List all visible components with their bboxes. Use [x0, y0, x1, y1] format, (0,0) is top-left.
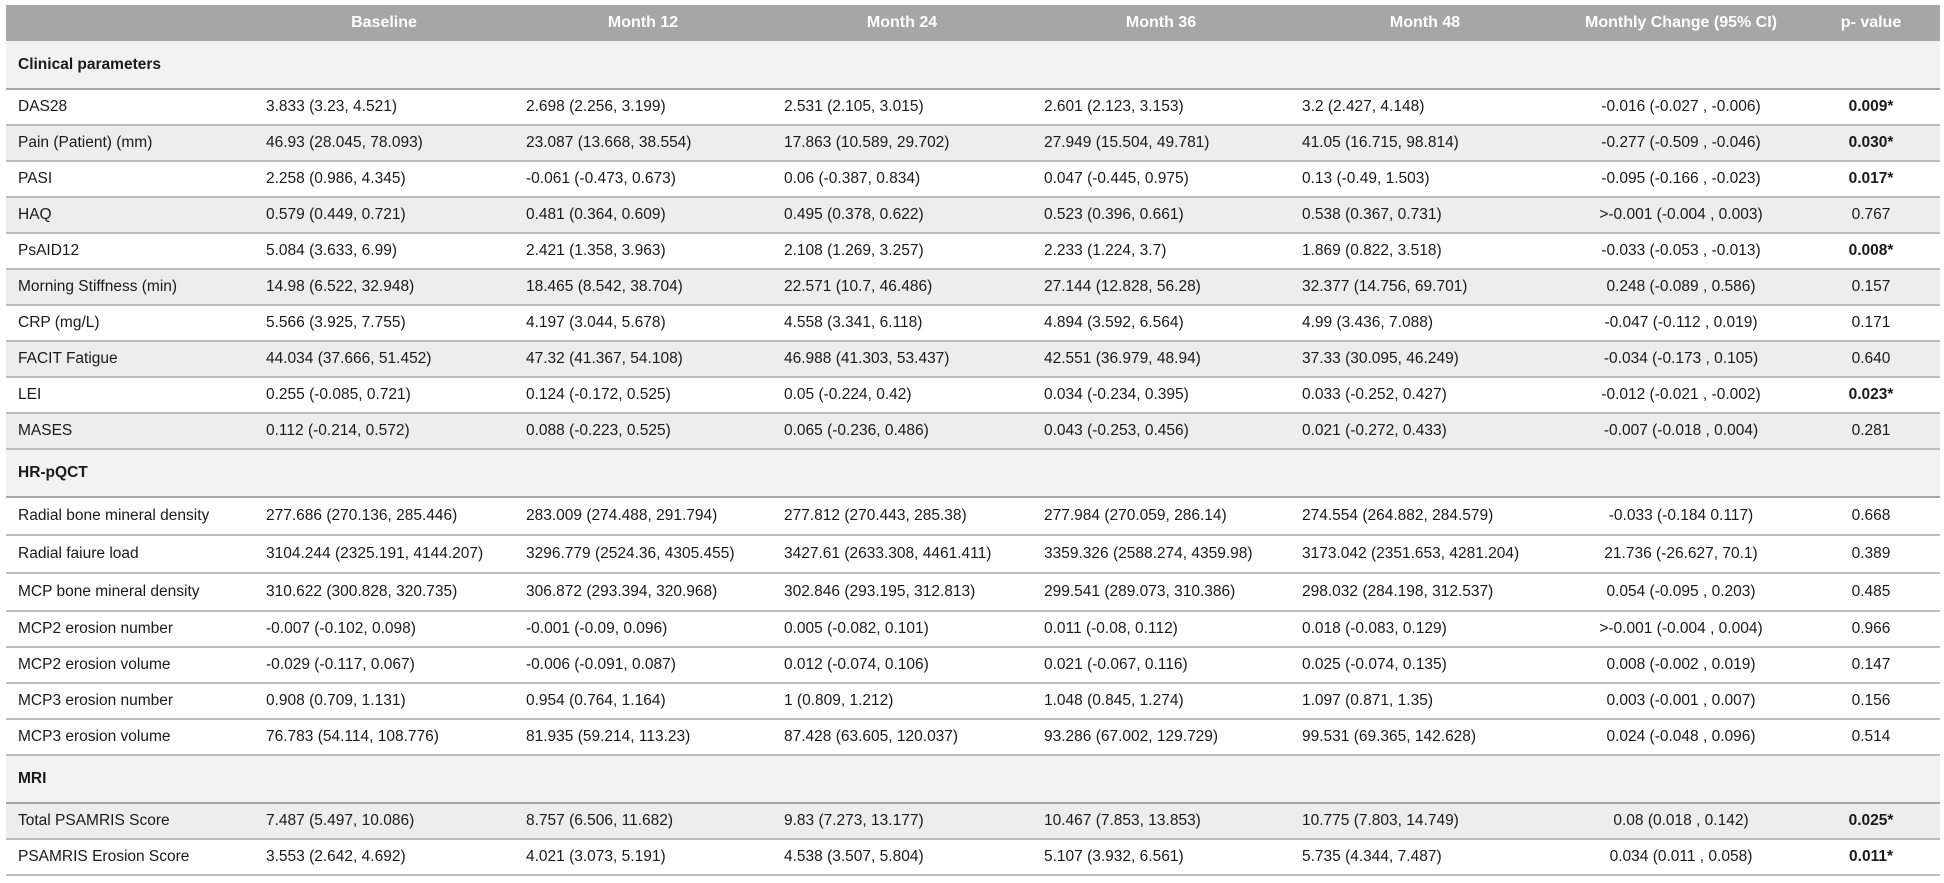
parameter-name-cell: MCP3 erosion number: [6, 683, 254, 719]
baseline-cell: 5.084 (3.633, 6.99): [254, 233, 514, 269]
month-12-cell: 81.935 (59.214, 113.23): [514, 719, 772, 755]
baseline-cell: 3.833 (3.23, 4.521): [254, 89, 514, 125]
table-row: [6, 803, 1940, 839]
month-24-cell: 0.06 (-0.387, 0.834): [772, 161, 1032, 197]
parameter-name-cell: MCP2 erosion number: [6, 611, 254, 647]
month-48-cell: 0.025 (-0.074, 0.135): [1290, 647, 1560, 683]
month-36-cell: 3359.326 (2588.274, 4359.98): [1032, 535, 1290, 573]
month-48-cell: 4.99 (3.436, 7.088): [1290, 305, 1560, 341]
month-12-cell: 0.481 (0.364, 0.609): [514, 197, 772, 233]
parameter-name-cell: HAQ: [6, 197, 254, 233]
table-row: [6, 89, 1940, 125]
month-48-cell: 41.05 (16.715, 98.814): [1290, 125, 1560, 161]
month-12-cell: 18.465 (8.542, 38.704): [514, 269, 772, 305]
table-row: [6, 413, 1940, 449]
section-header-row: [6, 449, 1940, 497]
monthly-change-cell: -0.047 (-0.112 , 0.019): [1560, 305, 1802, 341]
p-value-cell: 0.767: [1802, 197, 1940, 233]
table-row: [6, 377, 1940, 413]
parameter-name-cell: PASI: [6, 161, 254, 197]
baseline-cell: 310.622 (300.828, 320.735): [254, 573, 514, 611]
month-12-cell: 47.32 (41.367, 54.108): [514, 341, 772, 377]
monthly-change-cell: -0.012 (-0.021 , -0.002): [1560, 377, 1802, 413]
month-36-cell: 299.541 (289.073, 310.386): [1032, 573, 1290, 611]
baseline-cell: 46.93 (28.045, 78.093): [254, 125, 514, 161]
baseline-cell: -0.007 (-0.102, 0.098): [254, 611, 514, 647]
monthly-change-cell: -0.016 (-0.027 , -0.006): [1560, 89, 1802, 125]
month-12-cell: 306.872 (293.394, 320.968): [514, 573, 772, 611]
baseline-cell: 44.034 (37.666, 51.452): [254, 341, 514, 377]
month-24-cell: 4.558 (3.341, 6.118): [772, 305, 1032, 341]
header-cell-month-36: Month 36: [1032, 5, 1290, 41]
header-cell-month-48: Month 48: [1290, 5, 1560, 41]
baseline-cell: 0.255 (-0.085, 0.721): [254, 377, 514, 413]
month-48-cell: 37.33 (30.095, 46.249): [1290, 341, 1560, 377]
header-cell-month-24: Month 24: [772, 5, 1032, 41]
parameter-name-cell: Pain (Patient) (mm): [6, 125, 254, 161]
p-value-cell: 0.389: [1802, 535, 1940, 573]
parameter-name-cell: PsAID12: [6, 233, 254, 269]
baseline-cell: 2.258 (0.986, 4.345): [254, 161, 514, 197]
month-12-cell: 3296.779 (2524.36, 4305.455): [514, 535, 772, 573]
monthly-change-cell: 0.003 (-0.001 , 0.007): [1560, 683, 1802, 719]
p-value-cell: 0.156: [1802, 683, 1940, 719]
month-36-cell: 0.021 (-0.067, 0.116): [1032, 647, 1290, 683]
month-24-cell: 0.005 (-0.082, 0.101): [772, 611, 1032, 647]
p-value-cell: 0.017*: [1802, 161, 1940, 197]
parameter-name-cell: Morning Stiffness (min): [6, 269, 254, 305]
parameter-name-cell: MCP bone mineral density: [6, 573, 254, 611]
month-36-cell: 2.601 (2.123, 3.153): [1032, 89, 1290, 125]
p-value-cell: 0.281: [1802, 413, 1940, 449]
month-48-cell: 3173.042 (2351.653, 4281.204): [1290, 535, 1560, 573]
month-24-cell: 17.863 (10.589, 29.702): [772, 125, 1032, 161]
month-24-cell: 9.83 (7.273, 13.177): [772, 803, 1032, 839]
p-value-cell: 0.025*: [1802, 803, 1940, 839]
month-24-cell: 1 (0.809, 1.212): [772, 683, 1032, 719]
table-row: [6, 535, 1940, 573]
parameter-name-cell: DAS28: [6, 89, 254, 125]
monthly-change-cell: -0.095 (-0.166 , -0.023): [1560, 161, 1802, 197]
parameter-name-cell: Radial faiure load: [6, 535, 254, 573]
month-24-cell: 87.428 (63.605, 120.037): [772, 719, 1032, 755]
monthly-change-cell: 0.248 (-0.089 , 0.586): [1560, 269, 1802, 305]
header-cell-baseline: Baseline: [254, 5, 514, 41]
table-row: [6, 305, 1940, 341]
month-48-cell: 0.033 (-0.252, 0.427): [1290, 377, 1560, 413]
parameter-name-cell: LEI: [6, 377, 254, 413]
month-36-cell: 27.144 (12.828, 56.28): [1032, 269, 1290, 305]
p-value-cell: 0.008*: [1802, 233, 1940, 269]
month-24-cell: 302.846 (293.195, 312.813): [772, 573, 1032, 611]
table-row: [6, 341, 1940, 377]
p-value-cell: 0.023*: [1802, 377, 1940, 413]
parameter-name-cell: Total PSAMRIS Score: [6, 803, 254, 839]
month-48-cell: 10.775 (7.803, 14.749): [1290, 803, 1560, 839]
month-36-cell: 93.286 (67.002, 129.729): [1032, 719, 1290, 755]
month-24-cell: 46.988 (41.303, 53.437): [772, 341, 1032, 377]
table-row: [6, 161, 1940, 197]
monthly-change-cell: >-0.001 (-0.004 , 0.004): [1560, 611, 1802, 647]
table-row: [6, 233, 1940, 269]
month-12-cell: 4.021 (3.073, 5.191): [514, 839, 772, 875]
monthly-change-cell: 0.008 (-0.002 , 0.019): [1560, 647, 1802, 683]
month-36-cell: 277.984 (270.059, 286.14): [1032, 497, 1290, 535]
month-36-cell: 27.949 (15.504, 49.781): [1032, 125, 1290, 161]
parameter-name-cell: MCP3 erosion volume: [6, 719, 254, 755]
baseline-cell: 0.579 (0.449, 0.721): [254, 197, 514, 233]
month-24-cell: 0.495 (0.378, 0.622): [772, 197, 1032, 233]
monthly-change-cell: -0.007 (-0.018 , 0.004): [1560, 413, 1802, 449]
p-value-cell: 0.171: [1802, 305, 1940, 341]
month-24-cell: 277.812 (270.443, 285.38): [772, 497, 1032, 535]
p-value-cell: 0.157: [1802, 269, 1940, 305]
p-value-cell: 0.640: [1802, 341, 1940, 377]
table-row: [6, 197, 1940, 233]
monthly-change-cell: >-0.001 (-0.004 , 0.003): [1560, 197, 1802, 233]
monthly-change-cell: -0.277 (-0.509 , -0.046): [1560, 125, 1802, 161]
p-value-cell: 0.485: [1802, 573, 1940, 611]
month-48-cell: 0.13 (-0.49, 1.503): [1290, 161, 1560, 197]
baseline-cell: 0.908 (0.709, 1.131): [254, 683, 514, 719]
month-24-cell: 4.538 (3.507, 5.804): [772, 839, 1032, 875]
parameter-name-cell: Radial bone mineral density: [6, 497, 254, 535]
monthly-change-cell: 0.024 (-0.048 , 0.096): [1560, 719, 1802, 755]
month-12-cell: 2.421 (1.358, 3.963): [514, 233, 772, 269]
month-36-cell: 0.011 (-0.08, 0.112): [1032, 611, 1290, 647]
month-36-cell: 4.894 (3.592, 6.564): [1032, 305, 1290, 341]
month-36-cell: 10.467 (7.853, 13.853): [1032, 803, 1290, 839]
month-48-cell: 32.377 (14.756, 69.701): [1290, 269, 1560, 305]
table-row: [6, 573, 1940, 611]
month-24-cell: 2.531 (2.105, 3.015): [772, 89, 1032, 125]
baseline-cell: 76.783 (54.114, 108.776): [254, 719, 514, 755]
baseline-cell: 3.553 (2.642, 4.692): [254, 839, 514, 875]
month-12-cell: 23.087 (13.668, 38.554): [514, 125, 772, 161]
month-48-cell: 0.538 (0.367, 0.731): [1290, 197, 1560, 233]
header-cell-month-12: Month 12: [514, 5, 772, 41]
table-row: [6, 497, 1940, 535]
table-row: [6, 683, 1940, 719]
parameter-name-cell: CRP (mg/L): [6, 305, 254, 341]
month-36-cell: 1.048 (0.845, 1.274): [1032, 683, 1290, 719]
table-row: [6, 125, 1940, 161]
month-24-cell: 0.05 (-0.224, 0.42): [772, 377, 1032, 413]
month-12-cell: 0.954 (0.764, 1.164): [514, 683, 772, 719]
month-48-cell: 5.735 (4.344, 7.487): [1290, 839, 1560, 875]
month-12-cell: -0.006 (-0.091, 0.087): [514, 647, 772, 683]
month-12-cell: 0.088 (-0.223, 0.525): [514, 413, 772, 449]
table-row: [6, 611, 1940, 647]
baseline-cell: 0.112 (-0.214, 0.572): [254, 413, 514, 449]
monthly-change-cell: -0.033 (-0.184 0.117): [1560, 497, 1802, 535]
baseline-cell: 5.566 (3.925, 7.755): [254, 305, 514, 341]
p-value-cell: 0.147: [1802, 647, 1940, 683]
month-12-cell: -0.061 (-0.473, 0.673): [514, 161, 772, 197]
month-12-cell: -0.001 (-0.09, 0.096): [514, 611, 772, 647]
month-24-cell: 3427.61 (2633.308, 4461.411): [772, 535, 1032, 573]
table-row: [6, 647, 1940, 683]
p-value-cell: 0.011*: [1802, 839, 1940, 875]
table-row: [6, 719, 1940, 755]
month-36-cell: 2.233 (1.224, 3.7): [1032, 233, 1290, 269]
monthly-change-cell: 0.054 (-0.095 , 0.203): [1560, 573, 1802, 611]
month-12-cell: 4.197 (3.044, 5.678): [514, 305, 772, 341]
p-value-cell: 0.009*: [1802, 89, 1940, 125]
month-48-cell: 1.869 (0.822, 3.518): [1290, 233, 1560, 269]
month-24-cell: 0.065 (-0.236, 0.486): [772, 413, 1032, 449]
p-value-cell: 0.668: [1802, 497, 1940, 535]
month-36-cell: 0.043 (-0.253, 0.456): [1032, 413, 1290, 449]
month-36-cell: 0.523 (0.396, 0.661): [1032, 197, 1290, 233]
month-48-cell: 0.018 (-0.083, 0.129): [1290, 611, 1560, 647]
month-48-cell: 298.032 (284.198, 312.537): [1290, 573, 1560, 611]
parameter-name-cell: MCP2 erosion volume: [6, 647, 254, 683]
month-48-cell: 99.531 (69.365, 142.628): [1290, 719, 1560, 755]
month-24-cell: 0.012 (-0.074, 0.106): [772, 647, 1032, 683]
parameter-name-cell: PSAMRIS Erosion Score: [6, 839, 254, 875]
monthly-change-cell: 21.736 (-26.627, 70.1): [1560, 535, 1802, 573]
month-24-cell: 2.108 (1.269, 3.257): [772, 233, 1032, 269]
section-title: HR-pQCT: [6, 449, 1940, 497]
section-header-row: [6, 755, 1940, 803]
month-36-cell: 0.047 (-0.445, 0.975): [1032, 161, 1290, 197]
section-title: Clinical parameters: [6, 41, 1940, 89]
baseline-cell: 14.98 (6.522, 32.948): [254, 269, 514, 305]
month-12-cell: 283.009 (274.488, 291.794): [514, 497, 772, 535]
month-48-cell: 3.2 (2.427, 4.148): [1290, 89, 1560, 125]
month-12-cell: 0.124 (-0.172, 0.525): [514, 377, 772, 413]
month-48-cell: 274.554 (264.882, 284.579): [1290, 497, 1560, 535]
baseline-cell: -0.029 (-0.117, 0.067): [254, 647, 514, 683]
month-36-cell: 5.107 (3.932, 6.561): [1032, 839, 1290, 875]
p-value-cell: 0.966: [1802, 611, 1940, 647]
month-36-cell: 42.551 (36.979, 48.94): [1032, 341, 1290, 377]
table-body: [6, 41, 1940, 875]
header-cell-monthly-change: Monthly Change (95% CI): [1560, 5, 1802, 41]
table-row: [6, 269, 1940, 305]
month-12-cell: 2.698 (2.256, 3.199): [514, 89, 772, 125]
month-12-cell: 8.757 (6.506, 11.682): [514, 803, 772, 839]
baseline-cell: 3104.244 (2325.191, 4144.207): [254, 535, 514, 573]
section-title: MRI: [6, 755, 1940, 803]
month-36-cell: 0.034 (-0.234, 0.395): [1032, 377, 1290, 413]
month-48-cell: 0.021 (-0.272, 0.433): [1290, 413, 1560, 449]
section-header-row: [6, 41, 1940, 89]
monthly-change-cell: -0.034 (-0.173 , 0.105): [1560, 341, 1802, 377]
month-24-cell: 22.571 (10.7, 46.486): [772, 269, 1032, 305]
monthly-change-cell: 0.08 (0.018 , 0.142): [1560, 803, 1802, 839]
parameter-name-cell: FACIT Fatigue: [6, 341, 254, 377]
month-48-cell: 1.097 (0.871, 1.35): [1290, 683, 1560, 719]
header-cell-parameter: [6, 5, 254, 41]
parameter-name-cell: MASES: [6, 413, 254, 449]
p-value-cell: 0.030*: [1802, 125, 1940, 161]
header-row: [6, 5, 1940, 41]
baseline-cell: 7.487 (5.497, 10.086): [254, 803, 514, 839]
baseline-cell: 277.686 (270.136, 285.446): [254, 497, 514, 535]
results-table: [6, 5, 1940, 876]
header-cell-p-value: p- value: [1802, 5, 1940, 41]
monthly-change-cell: 0.034 (0.011 , 0.058): [1560, 839, 1802, 875]
p-value-cell: 0.514: [1802, 719, 1940, 755]
table-row: [6, 839, 1940, 875]
monthly-change-cell: -0.033 (-0.053 , -0.013): [1560, 233, 1802, 269]
